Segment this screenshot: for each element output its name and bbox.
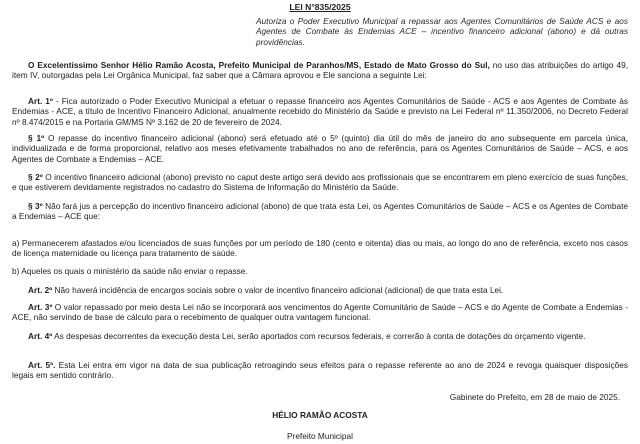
paragraph-3-text: Não fará jus a percepção do incentivo financeiro adicional (abono) de que trata esta Lei, os Agentes Comunitários de Saúde – ACS e os Agentes de Combate a Endemias – ACE que:: [12, 201, 628, 222]
article-4: [12, 331, 628, 341]
law-summary: Autoriza o Poder Executivo Municipal a repassar aos Agentes Comunitários de Saúde ACS e aos Agentes de Combate às Endemias ACE – incentivo financeiro adicional (abono) e dá outras providências.: [256, 16, 628, 47]
article-1-text: - Fica autorizado o Poder Executivo Municipal a efetuar o repasse financeiro aos Agentes Comunitários de Saúde - ACS e aos Agentes de Combate às Endemias - ACE, a título de Incentivo Financeiro Adicional, anualmente recebido do Ministério da Saúde e previsto na Lei Federal nº 11.350/2006, no Decreto Federal nº 8.474/2015 e na Portaria GM/MS Nº 3.162 de 20 de fevereiro de 2024.: [12, 96, 628, 127]
item-b: b) Aqueles os quais o ministério da saúde não enviar o repasse.: [12, 266, 248, 276]
article-3: [12, 302, 628, 323]
article-5: [12, 360, 628, 381]
signature-name: HÉLIO RAMÃO ACOSTA: [272, 410, 368, 420]
paragraph-1: [12, 133, 628, 164]
article-1-label: Art. 1º: [28, 96, 53, 106]
preamble-bold: O Excelentíssimo Senhor Hélio Ramão Acosta, Prefeito Municipal de Paranhos/MS, Estado de Mato Grosso do Sul,: [28, 60, 490, 70]
paragraph-2-label: § 2º: [28, 172, 43, 182]
law-title: LEI N°835/2025: [289, 2, 351, 12]
paragraph-1-label: § 1º: [28, 133, 45, 143]
article-3-text: O valor repassado por meio desta Lei não se incorporará aos vencimentos do Agente Comunitário de Saúde – ACS e do Agente de Combate a Endemias - ACE, não servindo de base de cálculo para o recebimento de qualquer outra vantagem funcional.: [12, 302, 628, 323]
paragraph-2-text: O incentivo financeiro adicional (abono) previsto no caput deste artigo será devido aos profissionais que se encontrarem em pleno exercício de suas funções, e que estiverem devidamente registrados no cadastro do Sistema de Informação do Ministério da Saúde.: [12, 172, 628, 193]
article-5-label: Art. 5º.: [28, 360, 56, 370]
paragraph-3-label: § 3º: [28, 201, 43, 211]
article-4-text: As despesas decorrentes da execução desta Lei, serão aportados com recursos federais, e correrão à conta de dotações do orçamento vigente.: [52, 331, 586, 341]
paragraph-2: [12, 172, 628, 193]
article-3-label: Art. 3º: [28, 302, 53, 312]
article-1: [12, 96, 628, 127]
article-5-text: Esta Lei entra em vigor na data de sua publicação retroagindo seus efeitos para o repasse referente ao ano de 2024 e revoga quaisquer disposições legais em sentido contrário.: [12, 360, 628, 381]
paragraph-3: [12, 201, 628, 222]
preamble-text: no uso das atribuições do artigo 49, item IV, outorgadas pela Lei Orgânica Municipal, faz saber que a Câmara aprovou e Ele sanciona a seguinte Lei:: [12, 60, 628, 81]
closing-date: Gabinete do Prefeito, em 28 de maio de 2025.: [449, 392, 620, 402]
paragraph-1-text: O repasse do incentivo financeiro adicional (abono) será efetuado até o 5º (quinto) dia útil do mês de janeiro do ano subsequente em parcela única, individualizada e de forma proporcional, relativo aos meses efetivamente trabalhados no ano de referência, para os Agentes Comunitários de Saúde – ACS, e aos Agentes de Combate a Endemias – ACE.: [12, 133, 628, 164]
article-2: [12, 285, 628, 295]
signature-title: Prefeito Municipal: [287, 431, 353, 441]
article-2-label: Art. 2º: [28, 285, 53, 295]
item-a: a) Permanecerem afastados e/ou licenciados de suas funções por um período de 180 (cento e oitenta) dias ou mais, ao longo do ano de referência, exceto nos casos de licença maternidade ou licença para tratamento de saúde.: [12, 238, 628, 259]
article-4-label: Art. 4º: [28, 331, 53, 341]
article-2-text: Não haverá incidência de encargos sociais sobre o valor de incentivo financeiro adicional (adicional) de que trata esta Lei.: [52, 285, 504, 295]
preamble: [12, 60, 628, 81]
